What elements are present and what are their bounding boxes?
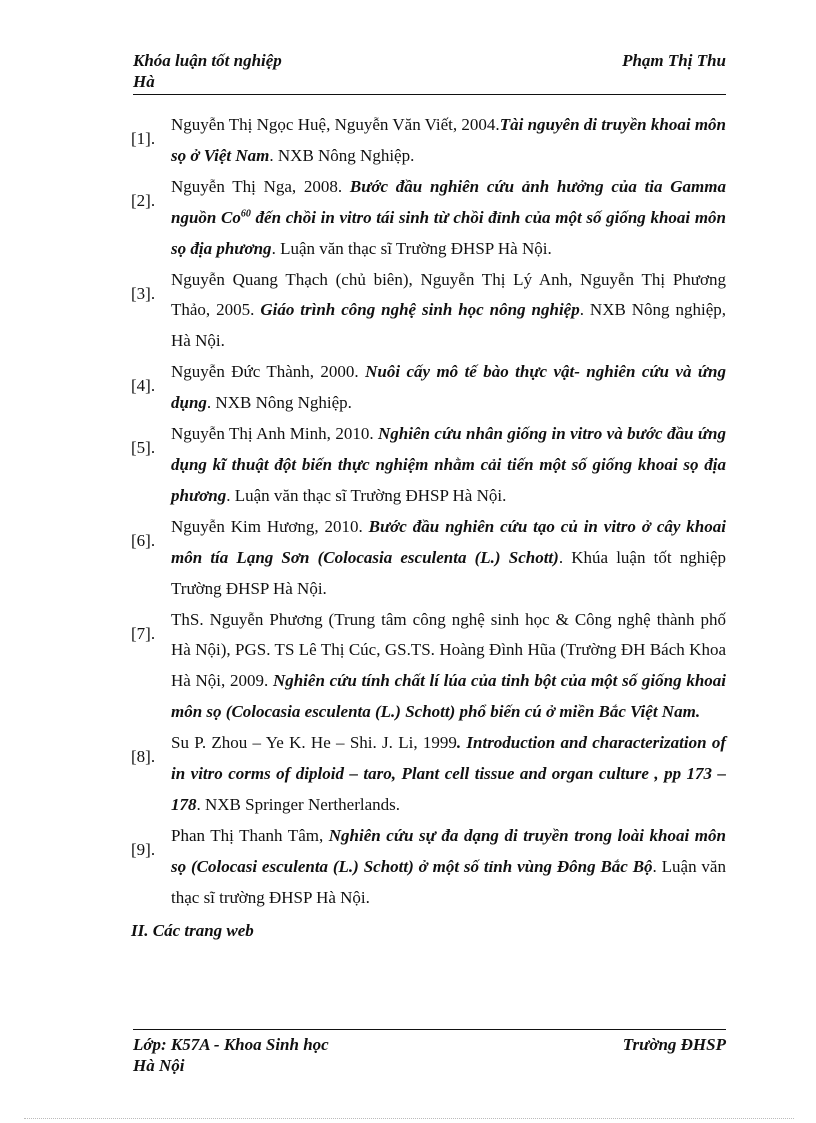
reference-item-3: [3]. Nguyễn Quang Thạch (chủ biên), Nguyễn Thị Lý Anh, Nguyễn Thị Phương Thảo, 2005. Giáo trình công nghệ sinh học nông nghiệp. NXB Nông nghiệp, Hà Nội. <box>131 269 726 351</box>
reference-number: [4]. <box>131 376 156 396</box>
reference-item-6: [6]. Nguyễn Kim Hương, 2010. Bước đầu nghiên cứu tạo củ in vitro ở cây khoai môn tía Lạng Sơn (Colocasia esculenta (L.) Schott). Khúa luận tốt nghiệp Trường ĐHSP Hà Nội. <box>131 516 726 598</box>
reference-number: [7]. <box>131 623 156 643</box>
footer-university-continued: Hà Nội <box>133 1056 185 1075</box>
reference-item-9: [9]. Phan Thị Thanh Tâm, Nghiên cứu sự đa dạng di truyền trong loài khoai môn sọ (Colocasi esculenta (L.) Schott) ở một số tỉnh vùng Đông Bắc Bộ. Luận văn thạc sĩ trường ĐHSP Hà Nội. <box>131 825 726 907</box>
reference-title: Nuôi cấy mô tế bào thực vật- nghiên cứu và ứng dụng <box>171 362 726 413</box>
reference-number: [2]. <box>131 190 156 210</box>
reference-title: . Introduction and characterization of in vitro corms of diploid – taro, Plant cell tissue and organ culture , pp 173 – 178 <box>171 733 726 814</box>
header-author-continued: Hà <box>133 72 155 91</box>
reference-title: Giáo trình công nghệ sinh học nông nghiệp <box>260 300 580 320</box>
header-rule <box>133 94 726 95</box>
reference-item-5: [5]. Nguyễn Thị Anh Minh, 2010. Nghiên cứu nhân giống in vitro và bước đầu ứng dụng kĩ thuật đột biến thực nghiệm nhằm cải tiến một số giống khoai sọ địa phương. Luận văn thạc sĩ Trường ĐHSP Hà Nội. <box>131 424 726 505</box>
header-author: Phạm Thị Thu <box>622 51 726 70</box>
reference-title: Nghiên cứu tính chất lí lúa của tinh bột của một số giống khoai môn sọ (Colocasia esculenta (L.) Schott) phổ biến cú ở miền Bắc Việt Nam <box>171 671 726 722</box>
reference-number: [9]. <box>131 839 156 859</box>
footer-rule <box>133 1029 726 1030</box>
reference-list <box>131 110 726 946</box>
page-bottom-edge <box>24 1118 794 1119</box>
reference-item-4: [4]. Nguyễn Đức Thành, 2000. Nuôi cấy mô tế bào thực vật- nghiên cứu và ứng dụng. NXB Nông Nghiệp. <box>131 362 726 413</box>
reference-number: [1]. <box>131 129 156 148</box>
reference-title: Tài nguyên di truyền khoai môn sọ ở Việt Nam <box>171 115 727 165</box>
reference-title: Bước đầu nghiên cứu ảnh hưởng của tia Gamma nguồn Co$^{60}$ đến chồi in vitro tái sinh từ chồi đỉnh của một số giống khoai môn sọ địa phương <box>171 176 726 258</box>
reference-number: [5]. <box>131 438 156 458</box>
reference-item-8: [8]. Su P. Zhou – Ye K. He – Shi. J. Li, 1999. Introduction and characterization of in vitro corms of diploid – taro, Plant cell tissue and organ culture , pp 173 – 178. NXB Springer Nertherlands. <box>131 733 726 814</box>
footer-class-label: Lớp: K57A - Khoa Sinh học <box>133 1035 329 1054</box>
reference-title: Nghiên cứu nhân giống in vitro và bước đầu ứng dụng kĩ thuật đột biến thực nghiệm nhằm cải tiến một số giống khoai sọ địa phương <box>171 424 726 505</box>
reference-title: Nghiên cứu sự đa dạng di truyền trong loài khoai môn sọ (Colocasi esculenta (L.) Schott) ở một số tỉnh vùng Đông Bắc Bộ <box>171 825 726 876</box>
reference-item-1: [1]. Nguyễn Thị Ngọc Huệ, Nguyễn Văn Viết, 2004.Tài nguyên di truyền khoai môn sọ ở Việt Nam. NXB Nông Nghiệp. <box>131 115 727 165</box>
footer-university: Trường ĐHSP <box>622 1035 726 1054</box>
header-thesis-label: Khóa luận tốt nghiệp <box>133 51 282 70</box>
reference-number: [8]. <box>131 747 156 767</box>
section-heading: II. Các trang web <box>131 920 254 940</box>
reference-item-2: [2]. Nguyễn Thị Nga, 2008. Bước đầu nghiên cứu ảnh hưởng của tia Gamma nguồn Co$^{60}$ đến chồi in vitro tái sinh từ chồi đỉnh của một số giống khoai môn sọ địa phương. Luận văn thạc sĩ Trường ĐHSP Hà Nội. <box>131 176 726 258</box>
reference-item-7: [7]. ThS. Nguyễn Phương (Trung tâm công nghệ sinh học & Công nghệ thành phố Hà Nội), PGS. TS Lê Thị Cúc, GS.TS. Hoàng Đình Hũa (Trường ĐH Bách Khoa Hà Nội, 2009. Nghiên cứu tính chất lí lúa của tinh bột của một số giống khoai môn sọ (Colocasia esculenta (L.) Schott) phổ biến cú ở miền Bắc Việt Nam. <box>131 609 726 722</box>
reference-number: [6]. <box>131 530 156 550</box>
reference-number: [3]. <box>131 283 156 303</box>
reference-title: Bước đầu nghiên cứu tạo củ in vitro ở cây khoai môn tía Lạng Sơn (Colocasia esculenta (L.) Schott) <box>171 516 726 567</box>
